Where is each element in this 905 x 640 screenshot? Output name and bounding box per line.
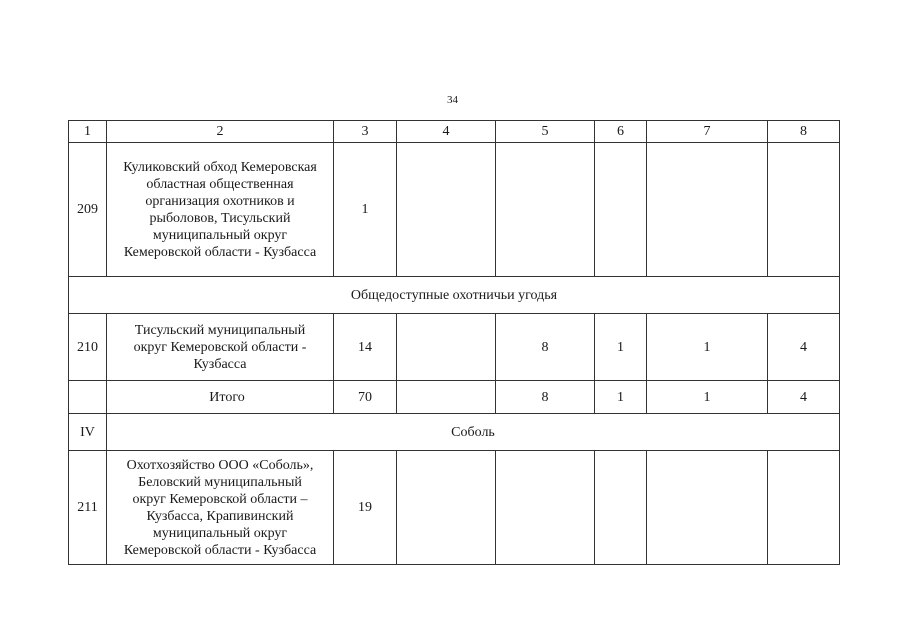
- cell-col-4: [397, 451, 496, 565]
- name-line: организация охотников и: [145, 193, 295, 209]
- section-number: IV: [69, 414, 107, 451]
- section-row: [69, 277, 840, 314]
- column-number-7: 7: [647, 121, 768, 143]
- cell-col-7: [647, 143, 768, 277]
- cell-col-7: [647, 451, 768, 565]
- total-col-4: [397, 381, 496, 414]
- row-number: [69, 381, 107, 414]
- row-number: 210: [69, 314, 107, 381]
- page-number: 34: [447, 94, 458, 106]
- row-number: 209: [69, 143, 107, 277]
- total-row: [69, 381, 840, 414]
- column-number-1: 1: [69, 121, 107, 143]
- cell-col-3: 14: [334, 314, 397, 381]
- name-line: Куликовский обход Кемеровская: [123, 159, 317, 175]
- total-label: Итого: [107, 381, 334, 414]
- name-line: Кемеровской области - Кузбасса: [123, 244, 317, 260]
- name-line: округ Кемеровской области -: [133, 339, 307, 355]
- name-line: муниципальный округ: [152, 525, 288, 541]
- column-number-6: 6: [595, 121, 647, 143]
- name-line: рыболовов, Тисульский: [149, 210, 291, 226]
- total-col-7: 1: [647, 381, 768, 414]
- cell-col-5: 8: [496, 314, 595, 381]
- row-number: 211: [69, 451, 107, 565]
- table-row: [69, 451, 840, 565]
- column-number-3: 3: [334, 121, 397, 143]
- hunting-ground-name: [107, 314, 334, 381]
- total-col-6: 1: [595, 381, 647, 414]
- cell-col-5: [496, 451, 595, 565]
- cell-col-6: [595, 451, 647, 565]
- cell-col-8: 4: [768, 314, 840, 381]
- name-line: Тисульский муниципальный: [134, 322, 306, 338]
- column-number-row: [69, 121, 840, 143]
- cell-col-3: 19: [334, 451, 397, 565]
- hunting-ground-name: [107, 451, 334, 565]
- cell-col-8: [768, 143, 840, 277]
- section-row: [69, 414, 840, 451]
- name-line: Охотхозяйство ООО «Соболь»,: [126, 457, 314, 473]
- name-line: муниципальный округ: [152, 227, 288, 243]
- cell-col-6: 1: [595, 314, 647, 381]
- section-title: Соболь: [107, 414, 840, 451]
- name-line: Беловский муниципальный: [138, 474, 302, 490]
- cell-col-5: [496, 143, 595, 277]
- section-title: Общедоступные охотничьи угодья: [69, 277, 840, 314]
- name-line: Кузбасса, Крапивинский: [146, 508, 294, 524]
- cell-col-4: [397, 314, 496, 381]
- name-line: Кемеровской области - Кузбасса: [123, 542, 317, 558]
- hunting-ground-name: [107, 143, 334, 277]
- column-number-2: 2: [107, 121, 334, 143]
- name-line: областная общественная: [146, 176, 294, 192]
- table-row: [69, 314, 840, 381]
- cell-col-4: [397, 143, 496, 277]
- name-line: Кузбасса: [193, 356, 247, 372]
- name-line: округ Кемеровской области –: [132, 491, 308, 507]
- total-col-8: 4: [768, 381, 840, 414]
- column-number-5: 5: [496, 121, 595, 143]
- cell-col-7: 1: [647, 314, 768, 381]
- column-number-4: 4: [397, 121, 496, 143]
- table-row: [69, 143, 840, 277]
- column-number-8: 8: [768, 121, 840, 143]
- total-col-3: 70: [334, 381, 397, 414]
- cell-col-8: [768, 451, 840, 565]
- total-col-5: 8: [496, 381, 595, 414]
- cell-col-6: [595, 143, 647, 277]
- document-table: [68, 120, 840, 565]
- cell-col-3: 1: [334, 143, 397, 277]
